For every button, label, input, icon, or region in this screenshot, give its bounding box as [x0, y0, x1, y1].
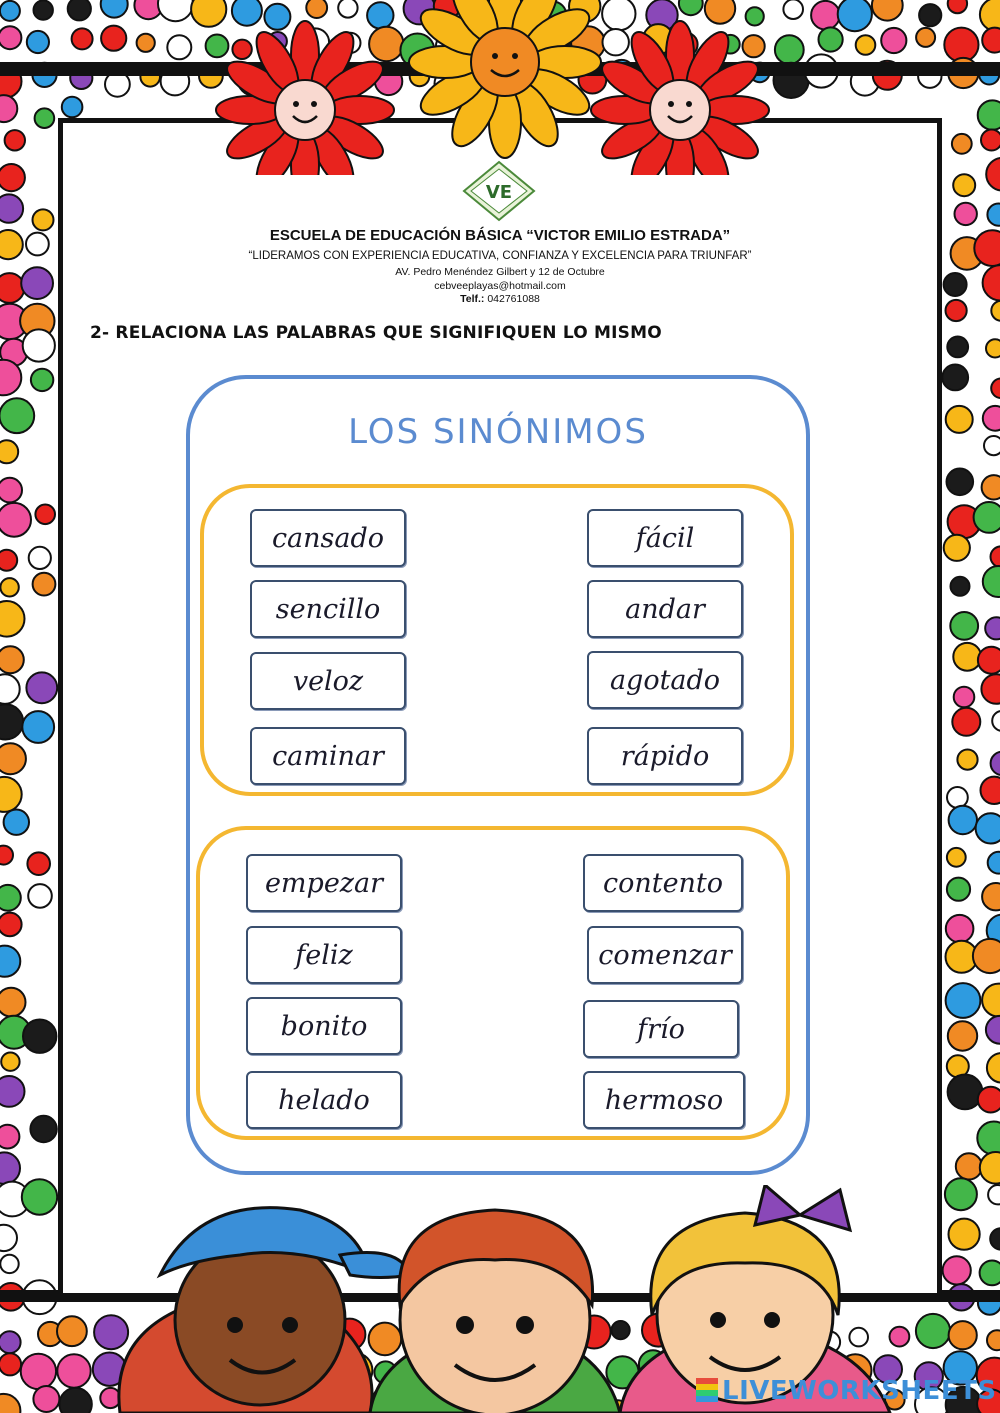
polka-dot [949, 806, 977, 834]
polka-dot [838, 0, 872, 31]
polka-dot [0, 743, 26, 774]
polka-dot [0, 1394, 20, 1413]
polka-dot [23, 329, 55, 361]
word-card[interactable]: helado [246, 1071, 402, 1129]
polka-dot [982, 28, 1000, 53]
logo-letters: VE [485, 182, 513, 203]
word-card[interactable]: feliz [246, 926, 402, 984]
polka-dot [980, 0, 1000, 31]
polka-dot [1, 1053, 19, 1071]
polka-dot [0, 26, 21, 49]
polka-dot [819, 27, 843, 51]
school-motto: “LIDERAMOS CON EXPERIENCIA EDUCATIVA, CONFIANZA Y EXCELENCIA PARA TRIUNFAR” [248, 250, 752, 262]
polka-dot [167, 35, 191, 59]
phone-label: Telf.: [460, 293, 485, 305]
kid-center-icon [370, 1210, 620, 1413]
polka-dot [978, 647, 1000, 674]
polka-dot [986, 1016, 1000, 1044]
polka-dot [101, 26, 126, 51]
flowers-decoration [210, 0, 800, 175]
polka-dot [0, 1076, 25, 1107]
word-card[interactable]: cansado [250, 509, 406, 567]
watermark-text: LIVEWORKSHEETS [722, 1376, 997, 1406]
polka-dot [953, 174, 975, 196]
school-logo-icon [462, 160, 536, 222]
word-card[interactable]: rápido [587, 727, 743, 785]
polka-dot [35, 505, 55, 525]
exercise-instruction: 2- RELACIONA LAS PALABRAS QUE SIGNIFIQUEN LO MISMO [90, 323, 662, 343]
polka-dot [956, 1153, 982, 1179]
polka-dot [982, 984, 1000, 1017]
polka-dot [0, 440, 18, 463]
polka-dot [72, 28, 93, 49]
polka-dot [101, 0, 128, 18]
polka-dot [946, 915, 974, 943]
polka-dot [987, 1053, 1000, 1083]
word-card[interactable]: contento [583, 854, 743, 912]
polka-dot [919, 4, 941, 26]
polka-dot [946, 406, 973, 433]
polka-dot [0, 885, 21, 911]
polka-dot [23, 1019, 56, 1052]
polka-dot [0, 1125, 19, 1149]
polka-dot [0, 164, 25, 191]
polka-dot [0, 704, 23, 739]
polka-dot [30, 1116, 56, 1142]
polka-dot [0, 913, 22, 937]
polka-dot [0, 1, 20, 21]
polka-dot [33, 573, 56, 596]
polka-dot [978, 100, 1000, 129]
polka-dot [983, 406, 1000, 431]
word-card[interactable]: bonito [246, 997, 402, 1055]
polka-dot [973, 939, 1000, 973]
polka-dot [4, 810, 29, 835]
polka-dot [34, 0, 53, 19]
polka-dot [0, 1152, 20, 1184]
polka-dot [981, 777, 1000, 804]
polka-dot [158, 0, 193, 21]
polka-dot [944, 535, 970, 561]
polka-dot [22, 711, 54, 743]
word-card[interactable]: fácil [587, 509, 743, 567]
polka-dot [981, 674, 1000, 704]
polka-dot [29, 547, 51, 569]
polka-dot [856, 35, 876, 55]
polka-dot [948, 1075, 983, 1110]
flower-icon-left [216, 21, 394, 175]
polka-dot [946, 983, 981, 1018]
liveworksheets-watermark [696, 1376, 997, 1406]
school-address: AV. Pedro Menéndez Gilbert y 12 de Octubre [395, 266, 605, 278]
polka-dot [0, 646, 24, 673]
polka-dot [942, 365, 968, 391]
polka-dot [947, 337, 968, 358]
polka-dot [27, 31, 49, 53]
polka-dot [27, 852, 50, 875]
polka-dot [957, 750, 977, 770]
polka-dot [981, 130, 1000, 151]
polka-dot [916, 28, 935, 47]
polka-dot [0, 1331, 21, 1353]
polka-dot [950, 612, 978, 640]
polka-dot [0, 478, 22, 503]
polka-dot [947, 787, 968, 808]
polka-dot [948, 0, 967, 13]
polka-dot [982, 475, 1000, 499]
polka-dot [0, 194, 23, 222]
polka-dot [31, 369, 53, 391]
polka-dot [978, 1087, 1000, 1113]
polka-dot [944, 28, 978, 62]
polka-dot [986, 339, 1000, 357]
word-card[interactable]: veloz [250, 652, 406, 710]
polka-dot [811, 1, 840, 30]
polka-dot [0, 398, 34, 433]
polka-dot [28, 884, 52, 908]
school-email: cebveeplayas@hotmail.com [434, 280, 566, 292]
school-name: ESCUELA DE EDUCACIÓN BÁSICA “VICTOR EMILIO ESTRADA” [269, 227, 731, 244]
flower-icon-right [591, 21, 769, 175]
polka-dot [951, 577, 970, 596]
polka-dot [0, 674, 20, 704]
flower-icon-center [409, 0, 601, 158]
kid-left-icon [119, 1208, 410, 1413]
word-card[interactable]: frío [583, 1000, 739, 1058]
polka-dot [985, 617, 1000, 639]
polka-dot [0, 601, 24, 637]
card-title: LOS SINÓNIMOS [348, 412, 648, 452]
polka-dot [976, 813, 1000, 843]
polka-dot [992, 711, 1000, 731]
polka-dot [987, 204, 1000, 226]
school-phone [0, 293, 1000, 305]
polka-dot [26, 672, 57, 703]
polka-dot [0, 846, 13, 865]
word-card[interactable]: comenzar [587, 926, 743, 984]
word-card[interactable]: empezar [246, 854, 402, 912]
polka-dot [948, 1021, 977, 1050]
polka-dot [974, 502, 1000, 533]
word-card[interactable]: caminar [250, 727, 406, 785]
polka-dot [947, 848, 966, 867]
polka-dot [984, 436, 1000, 455]
polka-dot [952, 134, 972, 154]
polka-dot [0, 1353, 21, 1375]
polka-dot [137, 34, 155, 52]
polka-dot [980, 1152, 1000, 1184]
polka-dot [0, 95, 17, 122]
polka-dot [62, 97, 83, 118]
polka-dot [991, 546, 1000, 567]
polka-dot [947, 469, 974, 496]
polka-dot [988, 852, 1000, 874]
polka-dot [0, 946, 20, 977]
polka-dot [953, 643, 981, 671]
word-card[interactable]: sencillo [250, 580, 406, 638]
polka-dot [872, 0, 903, 21]
polka-dot [983, 566, 1000, 597]
polka-dot [5, 130, 25, 150]
phone-value: 042761088 [487, 293, 540, 305]
polka-dot [0, 503, 31, 537]
word-card[interactable]: hermoso [583, 1071, 745, 1129]
polka-dot [0, 777, 22, 812]
polka-dot [991, 752, 1000, 775]
polka-dot [0, 578, 18, 596]
polka-dot [0, 550, 17, 571]
polka-dot [982, 883, 1000, 910]
polka-dot [0, 988, 26, 1017]
liveworksheets-logo-icon [696, 1378, 718, 1402]
polka-dot [947, 878, 970, 901]
polka-dot [991, 379, 1000, 399]
polka-dot [68, 0, 91, 20]
polka-dot [0, 1255, 18, 1273]
polka-dot [881, 28, 906, 53]
polka-dot [986, 158, 1000, 191]
polka-dot [0, 1225, 17, 1251]
polka-dot [955, 203, 977, 225]
word-card[interactable]: agotado [587, 651, 743, 709]
polka-dot [35, 108, 55, 128]
polka-dot [954, 687, 975, 708]
polka-dot [952, 708, 980, 736]
word-card[interactable]: andar [587, 580, 743, 638]
polka-dot [977, 1122, 1000, 1155]
